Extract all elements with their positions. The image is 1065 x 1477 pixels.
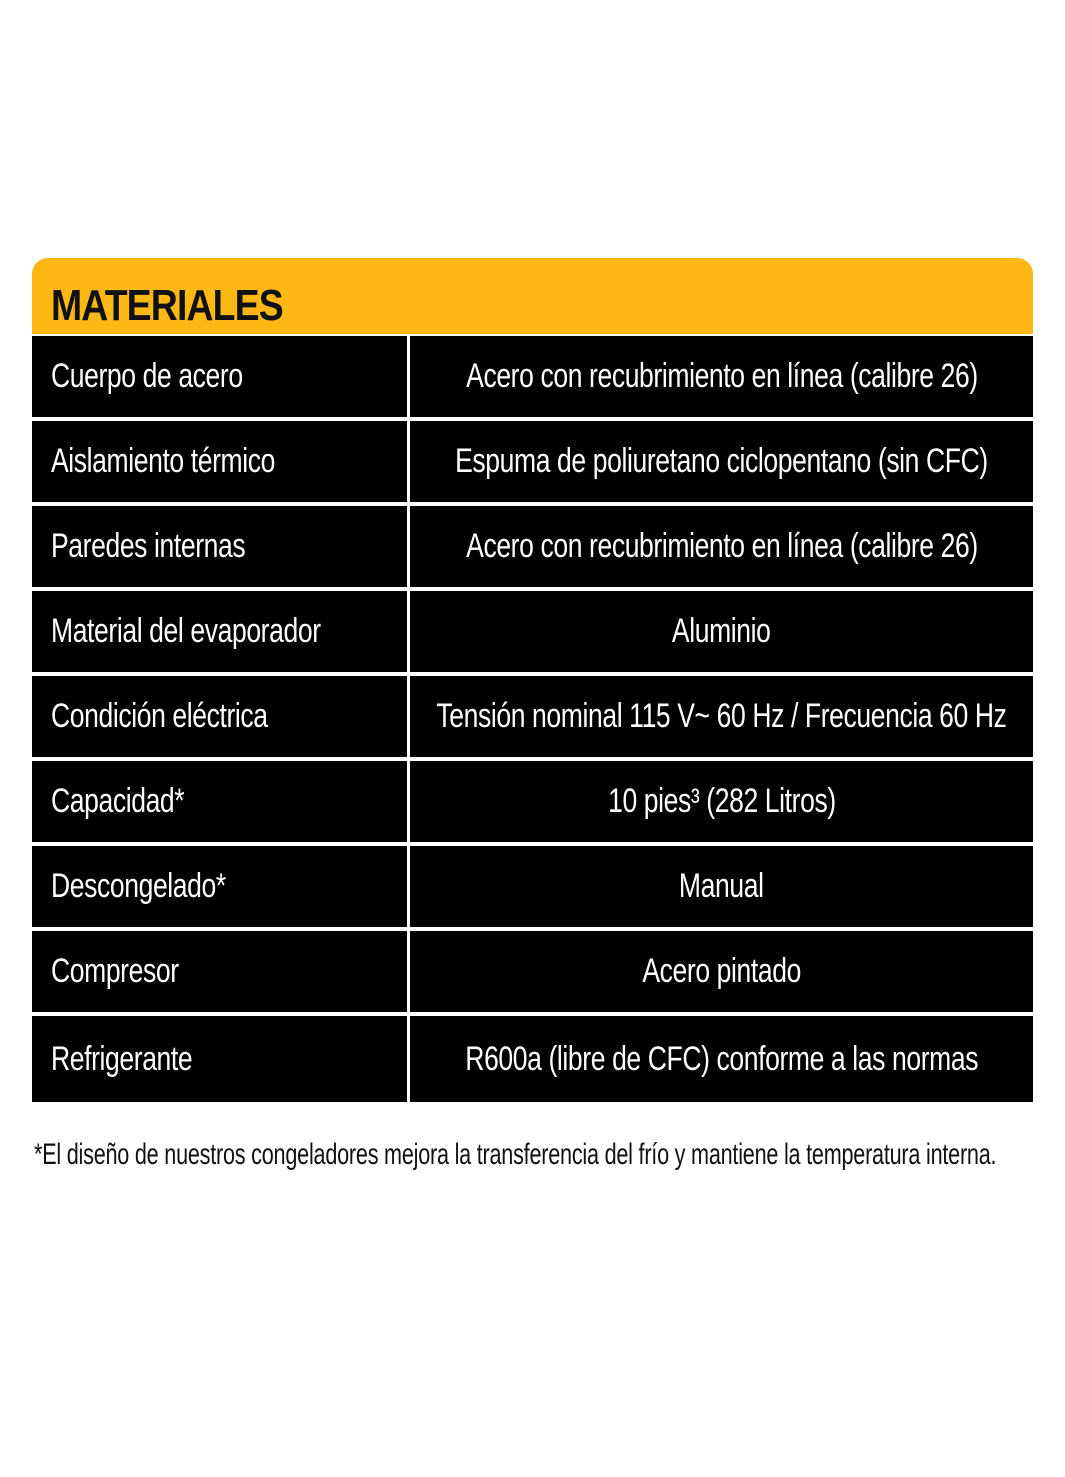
spec-label-cell [32, 931, 407, 1012]
spec-label-cell [32, 676, 407, 757]
spec-value-cell [410, 1016, 1033, 1102]
spec-label-cell [32, 761, 407, 842]
spec-value: Manual [679, 867, 764, 905]
spec-label-cell [32, 506, 407, 587]
spec-label: Refrigerante [51, 1039, 193, 1078]
materials-header [32, 258, 1033, 334]
table-row [32, 336, 1033, 417]
spec-value: Tensión nominal 115 V~ 60 Hz / Frecuencia 60 Hz [436, 697, 1007, 735]
spec-label-cell [32, 591, 407, 672]
spec-table [32, 336, 1033, 1102]
spec-value-cell [410, 506, 1033, 587]
spec-value-cell [410, 676, 1033, 757]
spec-label-cell [32, 846, 407, 927]
spec-value-cell [410, 591, 1033, 672]
spec-label: Capacidad* [51, 782, 185, 820]
spec-label: Aislamiento térmico [51, 442, 275, 480]
footnote: *El diseño de nuestros congeladores mejora la transferencia del frío y mantiene la temperatura interna. [34, 1138, 997, 1171]
spec-value: 10 pies³ (282 Litros) [607, 782, 836, 820]
spec-value: Espuma de poliuretano ciclopentano (sin CFC) [455, 442, 988, 480]
materials-title: MATERIALES [51, 281, 283, 330]
table-row [32, 931, 1033, 1012]
table-row [32, 846, 1033, 927]
table-row [32, 591, 1033, 672]
spec-label: Cuerpo de acero [51, 357, 243, 395]
spec-label-cell [32, 421, 407, 502]
materials-spec-card [32, 258, 1033, 1102]
spec-value-cell [410, 846, 1033, 927]
spec-value: Acero con recubrimiento en línea (calibre 26) [465, 357, 978, 395]
spec-value-cell [410, 761, 1033, 842]
table-row [32, 421, 1033, 502]
spec-value: Aluminio [672, 612, 771, 650]
spec-value-cell [410, 421, 1033, 502]
spec-value-cell [410, 931, 1033, 1012]
spec-value: R600a (libre de CFC) conforme a las normas [465, 1039, 978, 1078]
table-row [32, 1016, 1033, 1102]
spec-label: Compresor [51, 952, 179, 990]
spec-label-cell [32, 1016, 407, 1102]
spec-label: Material del evaporador [51, 612, 321, 650]
spec-value: Acero con recubrimiento en línea (calibre 26) [465, 527, 978, 565]
spec-label: Condición eléctrica [51, 697, 268, 735]
spec-label: Paredes internas [51, 527, 246, 565]
spec-label: Descongelado* [51, 867, 226, 905]
spec-value: Acero pintado [642, 952, 801, 990]
table-row [32, 761, 1033, 842]
spec-label-cell [32, 336, 407, 417]
table-row [32, 506, 1033, 587]
table-row [32, 676, 1033, 757]
spec-value-cell [410, 336, 1033, 417]
